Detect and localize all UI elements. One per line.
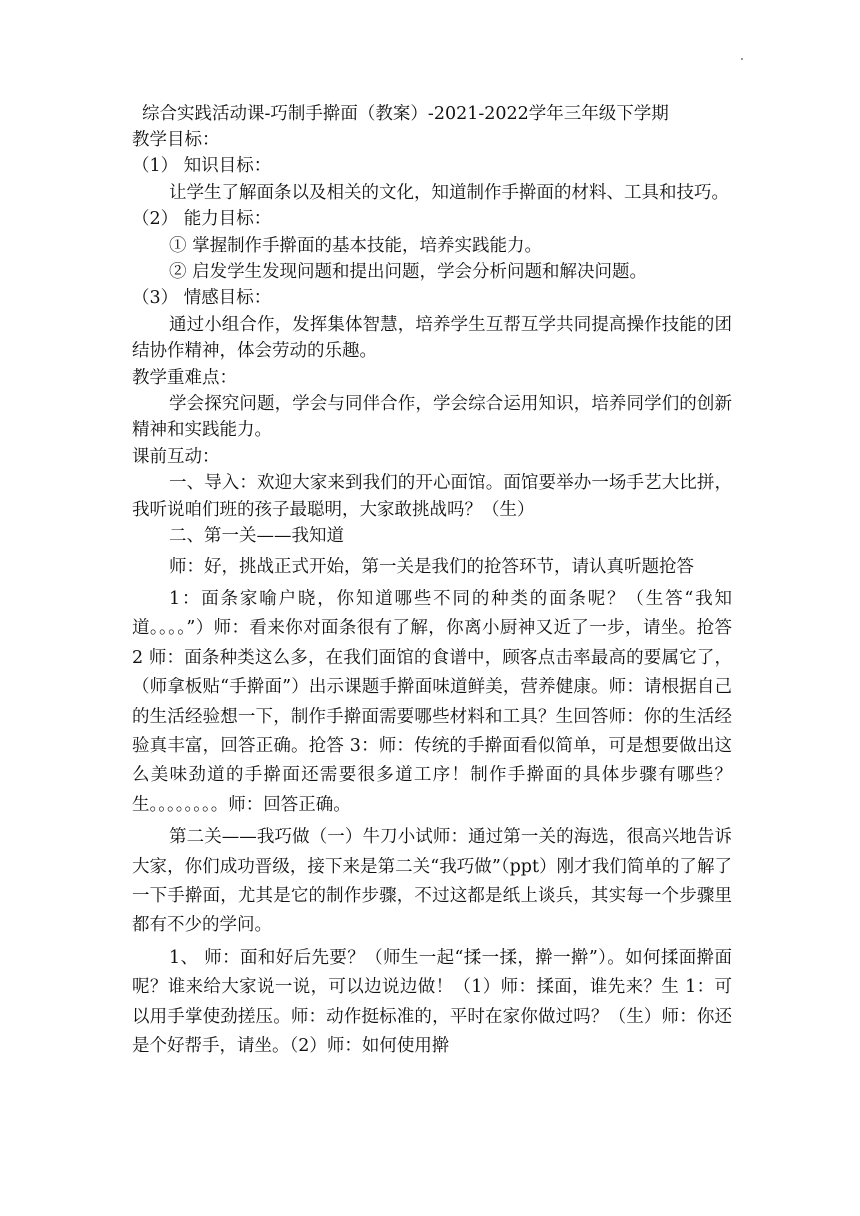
paragraph-knowledge: 让学生了解面条以及相关的文化，知道制作手擀面的材料、工具和技巧。: [169, 182, 729, 203]
paragraph-intro: 一、导入：欢迎大家来到我们的开心面馆。面馆要举办一场手艺大比拼，我听说咱们班的孩子最聪明，大家敢挑战吗？（生）: [132, 473, 732, 520]
document-body: [132, 101, 732, 1061]
subheading-knowledge-goal: （1） 知识目标：: [132, 156, 272, 177]
heading-pre-class: 课前互动：: [132, 446, 220, 467]
paragraph-key-difficulties: 学会探究问题，学会与同伴合作，学会综合运用知识，培养同学们的创新精神和实践能力。: [132, 394, 732, 441]
paragraph-level-two: 第二关——我巧做（一）牛刀小试师：通过第一关的海选，很高兴地告诉大家，你们成功晋级，接下来是第二关“我巧做”（ppt）刚才我们简单的了解了一下手擀面，尤其是它的制作步骤，不过这都是纸上谈兵，其实每一个步骤里都有不少的学问。: [132, 827, 732, 936]
subheading-emotion-goal: （3） 情感目标：: [132, 288, 272, 309]
paragraph-quiz: 1：面条家喻户晓，你知道哪些不同的种类的面条呢？（生答“我知道。。。。”）师：看来你对面条很有了解，你离小厨神又近了一步，请坐。抢答 2 师：面条种类这么多，在我们面馆的食谱中，顾客点击率最高的要属它了，（师拿板贴“手擀面”）出示课题手擀面味道鲜美，营养健康。师：请根据自己的生活经验想一下，制作手擀面需要哪些材料和工具？生回答师：你的生活经验真丰富，回答正确。抢答 3：师：传统的手擀面看似简单，可是想要做出这么美味劲道的手擀面还需要很多道工序！制作手擀面的具体步骤有哪些？生。。。。。。。。师：回答正确。: [132, 588, 732, 815]
heading-teaching-goals: 教学目标：: [132, 130, 220, 150]
list-item-ability-2: ② 启发学生发现问题和提出问题，学会分析问题和解决问题。: [169, 262, 648, 283]
page-dot: [741, 58, 743, 60]
heading-key-difficulties: 教学重难点：: [132, 367, 237, 388]
paragraph-level-one-start: 师：好，挑战正式开始，第一关是我们的抢答环节，请认真听题抢答: [169, 556, 694, 577]
paragraph-kneading: 1、 师：面和好后先要？（师生一起“揉一揉，擀一擀”）。如何揉面擀面呢？谁来给大家说一说，可以边说边做！（1）师：揉面，谁先来？生 1：可以用手掌使劲搓压。师：动作挺标准的，平时在家你做过吗？（生）师：你还是个好帮手，请坐。（2）师：如何使用擀: [132, 947, 732, 1056]
list-item-ability-1: ① 掌握制作手擀面的基本技能，培养实践能力。: [169, 235, 543, 256]
subheading-ability-goal: （2） 能力目标：: [132, 209, 272, 230]
paragraph-emotion: 通过小组合作，发挥集体智慧，培养学生互帮互学共同提高操作技能的团结协作精神，体会劳动的乐趣。: [132, 314, 732, 362]
document-title: 综合实践活动课-巧制手擀面（教案）-2021-2022学年三年级下学期: [142, 104, 669, 124]
paragraph-level-one-title: 二、第一关——我知道: [169, 526, 344, 547]
